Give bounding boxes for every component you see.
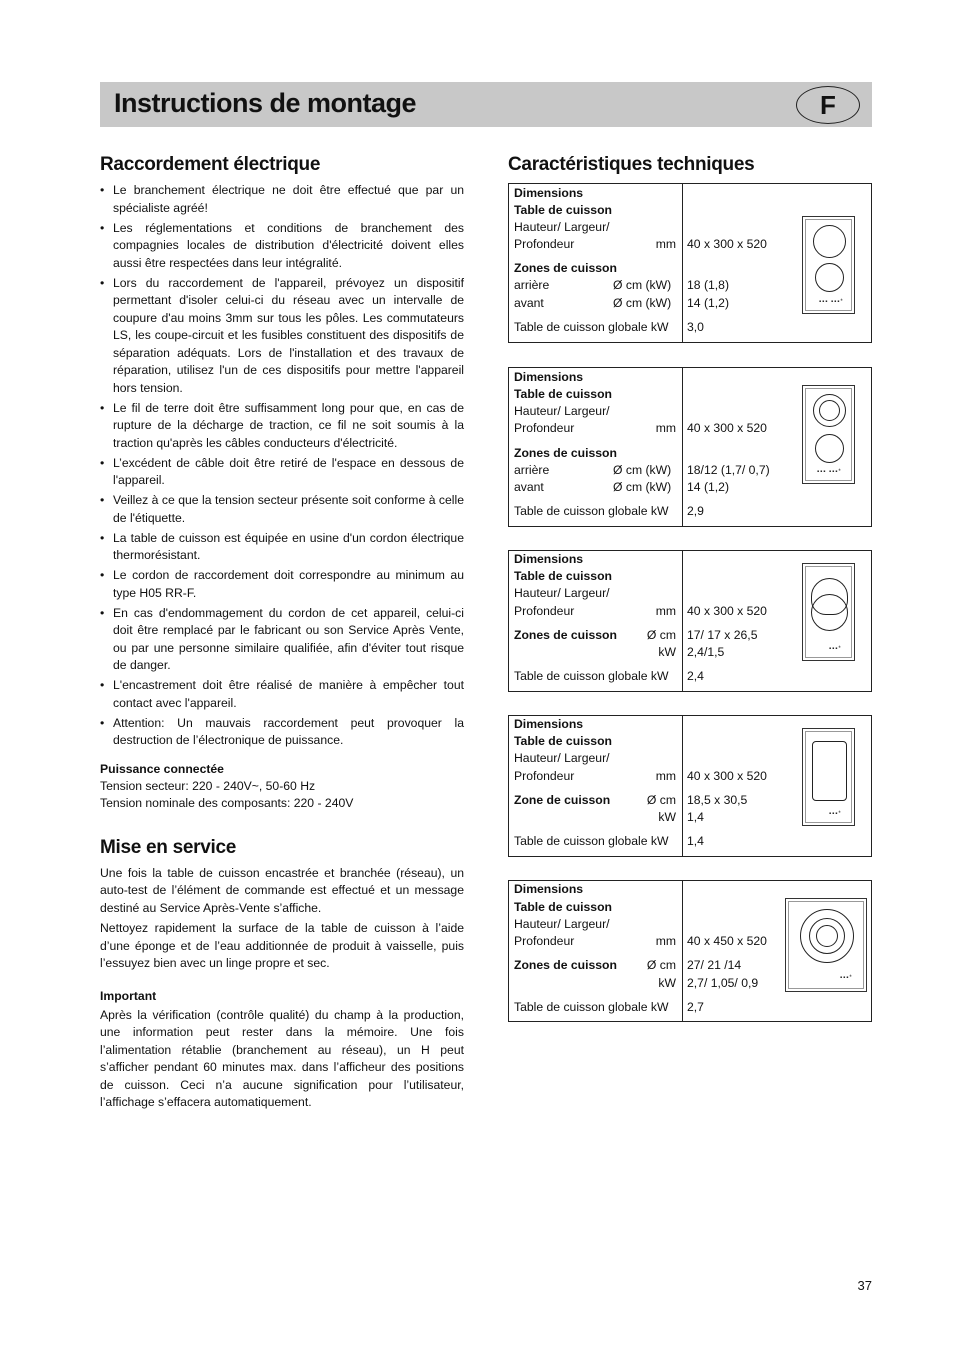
spec-value-avant: 14 (1,2) <box>687 296 730 310</box>
rectangular-zone-icon <box>812 741 847 801</box>
spec-value-dim: 40 x 300 x 520 <box>687 421 767 435</box>
right-column <box>508 154 874 1014</box>
page-header <box>100 82 872 127</box>
spec-label: Hauteur/ Largeur/ <box>514 404 610 418</box>
spec-label: Profondeur <box>514 934 575 948</box>
control-panel-icon: ▪▪▪ ▪▪▪* <box>819 299 844 305</box>
spec-unit: mm <box>655 237 676 251</box>
spec-label: Dimensions <box>514 717 584 731</box>
important-paragraph: Après la vérification (contrôle qualité) du champ à la production, une information peut rester dans la mémoire. Une fois l’alimentation rétablie (branchement au réseau), un H peut s’afficher pendant 60 minutes max. dans l’afficheur des positions de cuisson. Ceci n’a aucune signification pour l’utilisateur, l’affichage s’effacera automatiquement. <box>100 1007 464 1109</box>
control-panel-icon: ▪▪▪* <box>840 975 853 981</box>
spec-table-2 <box>508 367 872 527</box>
puissance-line: Tension nominale des composants: 220 - 240V <box>100 796 354 810</box>
burner-icon <box>815 263 844 292</box>
spec-unit: mm <box>655 421 676 435</box>
spec-label: Hauteur/ Largeur/ <box>514 220 610 234</box>
burner-icon <box>811 594 848 631</box>
spec-value-avant: 14 (1,2) <box>687 480 730 494</box>
spec-value-dim: 40 x 300 x 520 <box>687 769 767 783</box>
hob-diagram-2 <box>802 385 855 484</box>
spec-table-3 <box>508 550 872 692</box>
spec-table-1 <box>508 183 872 343</box>
spec-value-dia: 18,5 x 30,5 <box>687 793 748 807</box>
spec-label: Profondeur <box>514 237 575 251</box>
spec-label: Table de cuisson globale kW <box>514 320 669 334</box>
spec-value-total: 3,0 <box>687 320 704 334</box>
hob-diagram-4 <box>802 728 855 826</box>
spec-unit: kW <box>658 810 676 824</box>
spec-label: Hauteur/ Largeur/ <box>514 751 610 765</box>
spec-label: Zones de cuisson <box>514 261 617 275</box>
mise-paragraph-2: Nettoyez rapidement la surface de la table de cuisson à l’aide d’une éponge et de l’eau additionnée de produit à vaisselle, puis l’essuyez bien avec un linge propre et sec. <box>100 921 464 970</box>
spec-unit: Ø cm (kW) <box>613 296 672 310</box>
spec-value-arriere: 18 (1,8) <box>687 278 730 292</box>
spec-table-5 <box>508 880 872 1022</box>
spec-label: Zones de cuisson <box>514 446 617 460</box>
list-item: • L’excédent de câble doit être retiré de l'espace en dessous de l'appareil. <box>100 455 464 490</box>
spec-unit: Ø cm (kW) <box>613 463 672 477</box>
page-number: 37 <box>857 1278 872 1293</box>
burner-icon <box>813 225 846 258</box>
spec-label: Profondeur <box>514 421 575 435</box>
spec-label: avant <box>514 480 544 494</box>
spec-label: arrière <box>514 278 550 292</box>
spec-label: Dimensions <box>514 186 584 200</box>
spec-label: Profondeur <box>514 604 575 618</box>
spec-label: Table de cuisson <box>514 387 612 401</box>
spec-label: Profondeur <box>514 769 575 783</box>
section-title-specs: Caractéristiques techniques <box>508 154 755 175</box>
spec-unit: Ø cm (kW) <box>613 480 672 494</box>
spec-unit: Ø cm (kW) <box>613 278 672 292</box>
hob-diagram-5 <box>785 898 867 992</box>
control-panel-icon: ▪▪▪* <box>829 646 842 652</box>
list-item: • En cas d'endommagement du cordon de cet appareil, celui-ci doit être remplacé par le fabricant ou son Service Après Vente, ou par une personne similaire qualifiée, afin d'éviter tout risque de danger. <box>100 605 464 675</box>
spec-label: Table de cuisson <box>514 900 612 914</box>
spec-value-arriere: 18/12 (1,7/ 0,7) <box>687 463 770 477</box>
list-item: • L'encastrement doit être réalisé de manière à empêcher tout contact avec l'appareil. <box>100 677 464 712</box>
spec-value-dim: 40 x 300 x 520 <box>687 237 767 251</box>
language-badge: F <box>796 86 860 124</box>
spec-label: Table de cuisson globale kW <box>514 834 669 848</box>
hob-diagram-1 <box>802 216 855 314</box>
list-item: • Les réglementations et conditions de branchement des compagnies locales de distribution d'électricité doivent elles aussi être respectées dans leur intégralité. <box>100 220 464 273</box>
hob-diagram-3 <box>802 563 855 661</box>
control-panel-icon: ▪▪▪* <box>829 811 842 817</box>
section-title-mise: Mise en service <box>100 836 236 858</box>
left-column <box>100 154 464 1115</box>
spec-label: Table de cuisson globale kW <box>514 504 669 518</box>
spec-value-kw: 2,7/ 1,05/ 0,9 <box>687 976 759 990</box>
spec-unit: mm <box>655 934 676 948</box>
spec-unit: mm <box>655 604 676 618</box>
spec-label: Zones de cuisson <box>514 958 617 972</box>
puissance-title: Puissance connectée <box>100 761 224 776</box>
spec-value-dia: 17/ 17 x 26,5 <box>687 628 758 642</box>
list-item: • Attention: Un mauvais raccordement peut provoquer la destruction de l’électronique de puissance. <box>100 715 464 750</box>
spec-label: Table de cuisson <box>514 203 612 217</box>
spec-unit: Ø cm <box>646 793 676 807</box>
spec-value-dia: 27/ 21 /14 <box>687 958 742 972</box>
spec-value-kw: 2,4/1,5 <box>687 645 725 659</box>
spec-label: Table de cuisson globale kW <box>514 669 669 683</box>
spec-label: Zones de cuisson <box>514 628 617 642</box>
spec-label: Zone de cuisson <box>514 793 611 807</box>
spec-unit: Ø cm <box>646 628 676 642</box>
list-item: • La table de cuisson est équipée en usine d'un cordon électrique thermorésistant. <box>100 530 464 565</box>
burner-icon <box>811 578 848 615</box>
list-item: • Le cordon de raccordement doit correspondre au minimum au type H05 RR-F. <box>100 567 464 602</box>
spec-label: Dimensions <box>514 882 584 896</box>
spec-unit: kW <box>658 976 676 990</box>
page-title: Instructions de montage <box>114 88 417 118</box>
control-panel-icon: ▪▪▪ ▪▪▪* <box>817 469 842 475</box>
spec-label: Hauteur/ Largeur/ <box>514 917 610 931</box>
spec-table-4 <box>508 715 872 857</box>
list-item: • Le branchement électrique ne doit être effectué que par un spécialiste agréé! <box>100 182 464 217</box>
raccordement-list <box>100 182 464 750</box>
spec-label: Hauteur/ Largeur/ <box>514 586 610 600</box>
spec-value-total: 2,4 <box>687 669 704 683</box>
spec-value-dim: 40 x 300 x 520 <box>687 604 767 618</box>
spec-value-total: 2,9 <box>687 504 704 518</box>
spec-label: Dimensions <box>514 370 584 384</box>
spec-label: Table de cuisson <box>514 734 612 748</box>
important-title: Important <box>100 988 157 1003</box>
spec-value-dim: 40 x 450 x 520 <box>687 934 767 948</box>
spec-value-total: 1,4 <box>687 834 704 848</box>
list-item: • Veillez à ce que la tension secteur présente soit conforme à celle de l'étiquette. <box>100 492 464 527</box>
spec-value-kw: 1,4 <box>687 810 704 824</box>
burner-icon <box>813 394 846 427</box>
spec-value-total: 2,7 <box>687 1000 704 1014</box>
list-item: • Le fil de terre doit être suffisamment long pour que, en cas de rupture de la décharge de traction, ce fil ne soit soumis à la traction qu'après les câbles conducteurs d'électricité. <box>100 400 464 453</box>
burner-icon <box>800 909 854 963</box>
section-title-raccordement: Raccordement électrique <box>100 154 321 175</box>
mise-paragraph-1: Une fois la table de cuisson encastrée et branchée (réseau), un auto-test de l’élément de commande est effectué et un message destiné au Service Après-Vente s’affiche. <box>100 865 464 915</box>
spec-label: arrière <box>514 463 550 477</box>
spec-label: Table de cuisson <box>514 569 612 583</box>
spec-label: Table de cuisson globale kW <box>514 1000 669 1014</box>
spec-unit: mm <box>655 769 676 783</box>
puissance-line: Tension secteur: 220 - 240V~, 50-60 Hz <box>100 778 316 793</box>
burner-icon <box>815 434 844 463</box>
spec-label: avant <box>514 296 544 310</box>
spec-unit: kW <box>658 645 676 659</box>
spec-label: Dimensions <box>514 552 584 566</box>
spec-unit: Ø cm <box>646 958 676 972</box>
list-item: • Lors du raccordement de l'appareil, prévoyez un dispositif permettant d'isoler celui-ci du réseau avec un intervalle de coupure d'au moins 3mm sur tous les pôles. Les commutateurs LS, les coupe-circuit et les fusibles constituent des dispositifs de séparation adéquats. Lors de l'installation et des travaux de réparation, utilisez l'un de ces dispositifs pour mettre l'appareil hors tension. <box>100 275 464 398</box>
